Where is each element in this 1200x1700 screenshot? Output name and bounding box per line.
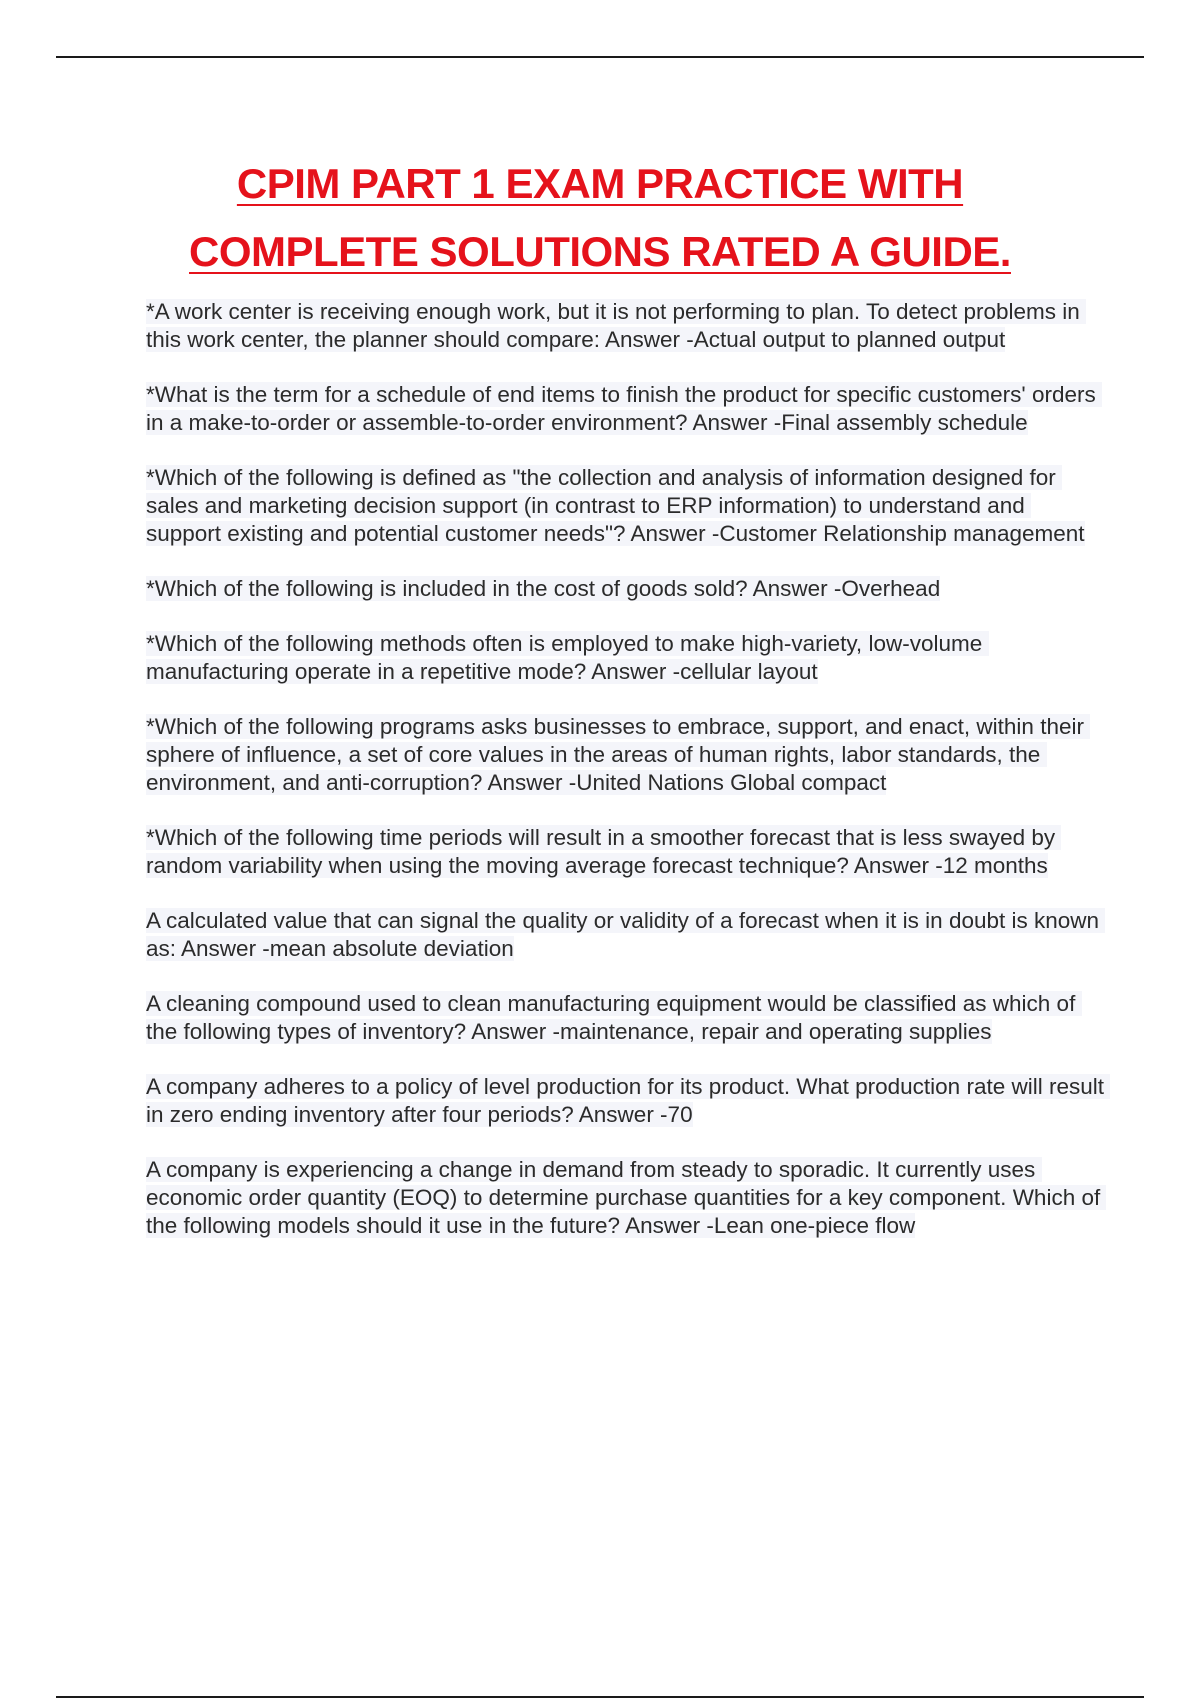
qa-list (146, 298, 1111, 1267)
bottom-rule (56, 1696, 1144, 1698)
question-text: *What is the term for a schedule of end items to finish the product for specific customers' orders in a make-to-order or assemble-to-order environment? (146, 382, 1102, 435)
qa-item (146, 1073, 1111, 1129)
title-line-2: COMPLETE SOLUTIONS RATED A GUIDE. (189, 228, 1011, 275)
answer-text: Answer -United Nations Global compact (487, 770, 887, 795)
question-text: *Which of the following methods often is employed to make high-variety, low-volume manufacturing operate in a repetitive mode? (146, 631, 989, 684)
question-text: *A work center is receiving enough work, but it is not performing to plan. To detect problems in this work center, the planner should compare: (146, 299, 1087, 352)
qa-item (146, 713, 1106, 797)
answer-text: Answer -Final assembly schedule (692, 410, 1028, 435)
answer-text: Answer -maintenance, repair and operating supplies (471, 1019, 992, 1044)
question-text: A calculated value that can signal the quality or validity of a forecast when it is in doubt is known as: (146, 908, 1106, 961)
qa-item (146, 464, 1106, 548)
qa-item (146, 298, 1106, 354)
question-text: A company adheres to a policy of level production for its product. What production rate will result in zero ending inventory after four periods? (146, 1074, 1111, 1127)
qa-item (146, 630, 1106, 686)
title-line-1: CPIM PART 1 EXAM PRACTICE WITH (236, 160, 964, 207)
answer-text: Answer -Actual output to planned output (605, 327, 1006, 352)
qa-item (146, 575, 1106, 603)
qa-item (146, 990, 1106, 1046)
question-text: *Which of the following time periods will result in a smoother forecast that is less swayed by random variability when using the moving average forecast technique? (146, 825, 1062, 878)
document-title (0, 150, 1200, 286)
answer-text: Answer -70 (578, 1102, 693, 1127)
answer-text: Answer -mean absolute deviation (181, 936, 514, 961)
question-text: *Which of the following is defined as "the collection and analysis of information designed for sales and marketing decision support (in contrast to ERP information) to understand and support existing and potential customer needs"? (146, 465, 1063, 546)
answer-text: Answer -Customer Relationship management (630, 521, 1085, 546)
qa-item (146, 1156, 1106, 1240)
answer-text: Answer -Overhead (752, 576, 941, 601)
qa-item (146, 381, 1106, 437)
answer-text: Answer -12 months (853, 853, 1048, 878)
question-text: A company is experiencing a change in demand from steady to sporadic. It currently uses economic order quantity (EOQ) to determine purchase quantities for a key component. Which of the following models should it use in the future? (146, 1157, 1107, 1238)
qa-item (146, 824, 1106, 880)
question-text: *Which of the following is included in the cost of goods sold? (146, 576, 748, 601)
answer-text: Answer -Lean one-piece flow (625, 1213, 916, 1238)
question-text: A cleaning compound used to clean manufacturing equipment would be classified as which of the following types of inventory? (146, 991, 1082, 1044)
top-rule (56, 56, 1144, 58)
answer-text: Answer -cellular layout (591, 659, 818, 684)
qa-item (146, 907, 1106, 963)
question-text: *Which of the following programs asks businesses to embrace, support, and enact, within their sphere of influence, a set of core values in the areas of human rights, labor standards, the environment, and anti-corruption? (146, 714, 1091, 795)
